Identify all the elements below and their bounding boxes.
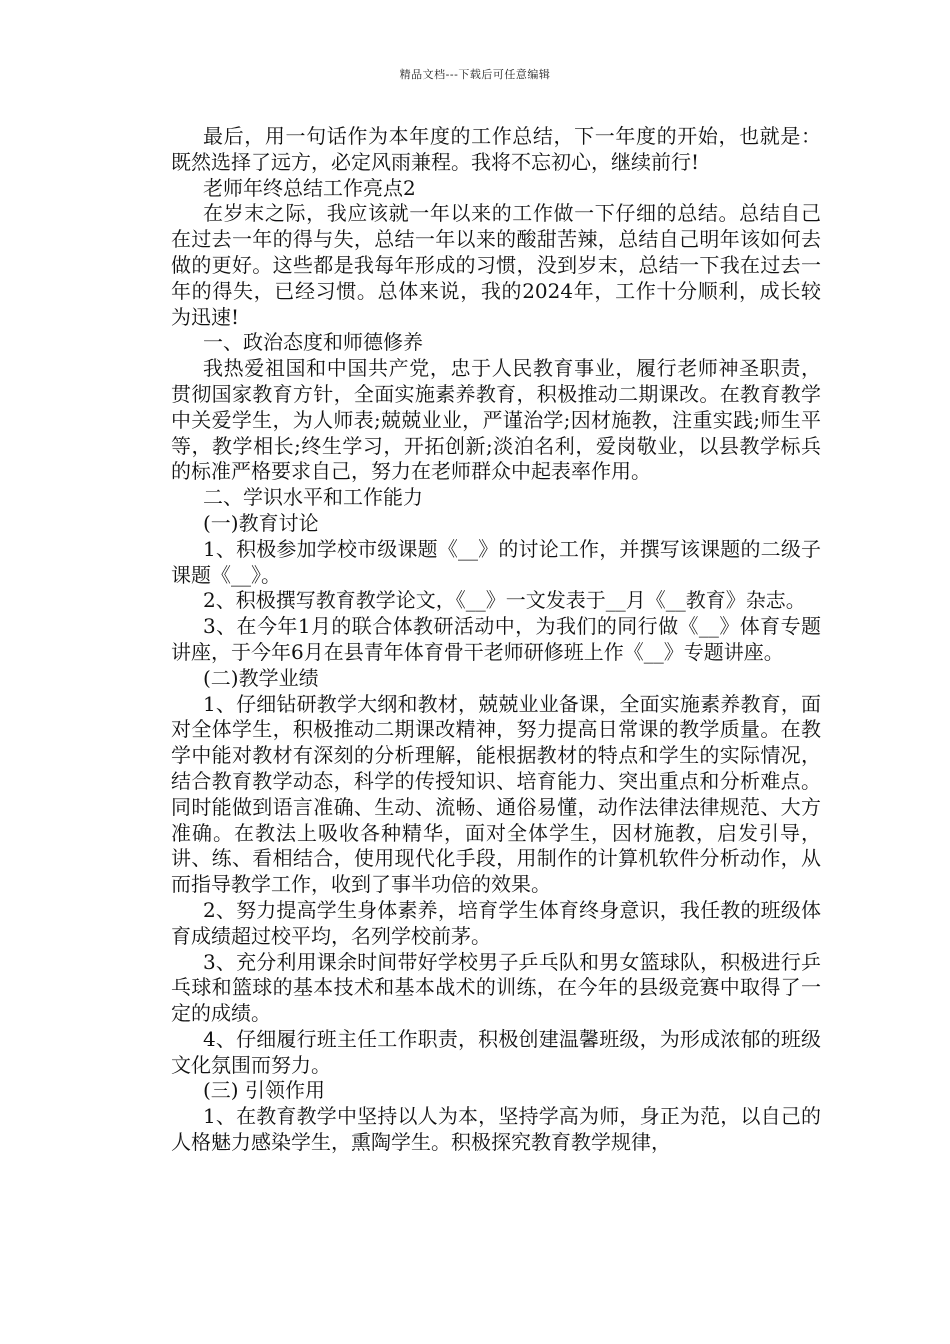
subheading-education-research: (一)教育讨论 — [203, 510, 319, 535]
heading-political-attitude: 一、政治态度和师德修养 — [203, 330, 423, 355]
list-item: 4、仔细履行班主任工作职责，积极创建温馨班级，为形成浓郁的班级文化氛围而努力。 — [171, 1026, 821, 1077]
section-title: 老师年终总结工作亮点2 — [203, 175, 416, 200]
list-item: 1、仔细钻研教学大纲和教材，兢兢业业备课，全面实施素养教育，面对全体学生，积极推动二期课改精神，努力提高日常课的教学质量。在教学中能对教材有深刻的分析理解，能根据教材的特点和学生的实际情况，结合教育教学动态，科学的传授知识、培育能力、突出重点和分析难点。同时能做到语言准确、生动、流畅、通俗易懂，动作法律法律规范、大方准确。在教法上吸收各种精华，面对全体学生，因材施教，启发引导，讲、练、看相结合，使用现代化手段，用制作的计算机软件分析动作，从而指导教学工作，收到了事半功倍的效果。 — [171, 691, 821, 897]
subheading-leading-role: (三) 引领作用 — [203, 1078, 325, 1103]
page-header: 精品文档---下载后可任意编辑 — [399, 68, 551, 81]
list-item: 3、在今年1月的联合体教研活动中，为我们的同行做《__》体育专题讲座，于今年6月在县青年体育骨干老师研修班上作《__》专题讲座。 — [171, 614, 821, 664]
list-item: 1、在教育教学中坚持以人为本，坚持学高为师，身正为范，以自己的人格魅力感染学生，熏陶学生。积极探究教育教学规律， — [171, 1104, 821, 1155]
heading-knowledge-ability: 二、学识水平和工作能力 — [203, 485, 423, 510]
list-item: 3、充分利用课余时间带好学校男子乒乓队和男女篮球队，积极进行乒乓球和篮球的基本技术和基本战术的训练，在今年的县级竞赛中取得了一定的成绩。 — [171, 949, 821, 1026]
paragraph-intro: 在岁末之际，我应该就一年以来的工作做一下仔细的总结。总结自己在过去一年的得与失，总结一年以来的酸甜苦辣，总结自己明年该如何去做的更好。这些都是我每年形成的习惯，没到岁末，总结一下我在过去一年的得失，已经习惯。总体来说，我的2024年，工作十分顺利，成长较为迅速! — [171, 201, 821, 329]
document-body — [171, 124, 821, 1156]
list-item: 2、积极撰写教育教学论文，《__》一文发表于__月《__教育》杂志。 — [203, 588, 806, 613]
list-item: 2、努力提高学生身体素养，培育学生体育终身意识，我任教的班级体育成绩超过校平均，名列学校前茅。 — [171, 897, 821, 948]
paragraph-closing: 最后，用一句话作为本年度的工作总结，下一年度的开始，也就是：既然选择了远方，必定风雨兼程。我将不忘初心，继续前行! — [171, 124, 821, 174]
list-item: 1、积极参加学校市级课题《__》的讨论工作，并撰写该课题的二级子课题《__》。 — [171, 536, 821, 587]
subheading-teaching-results: (二)教学业绩 — [203, 665, 319, 690]
paragraph-political-attitude: 我热爱祖国和中国共产党，忠于人民教育事业，履行老师神圣职责，贯彻国家教育方针，全面实施素养教育，积极推动二期课改。在教育教学中关爱学生，为人师表;兢兢业业，严谨治学;因材施教，注重实践;师生平等，教学相长;终生学习，开拓创新;淡泊名利，爱岗敬业，以县教学标兵的标准严格要求自己，努力在老师群众中起表率作用。 — [171, 356, 821, 484]
